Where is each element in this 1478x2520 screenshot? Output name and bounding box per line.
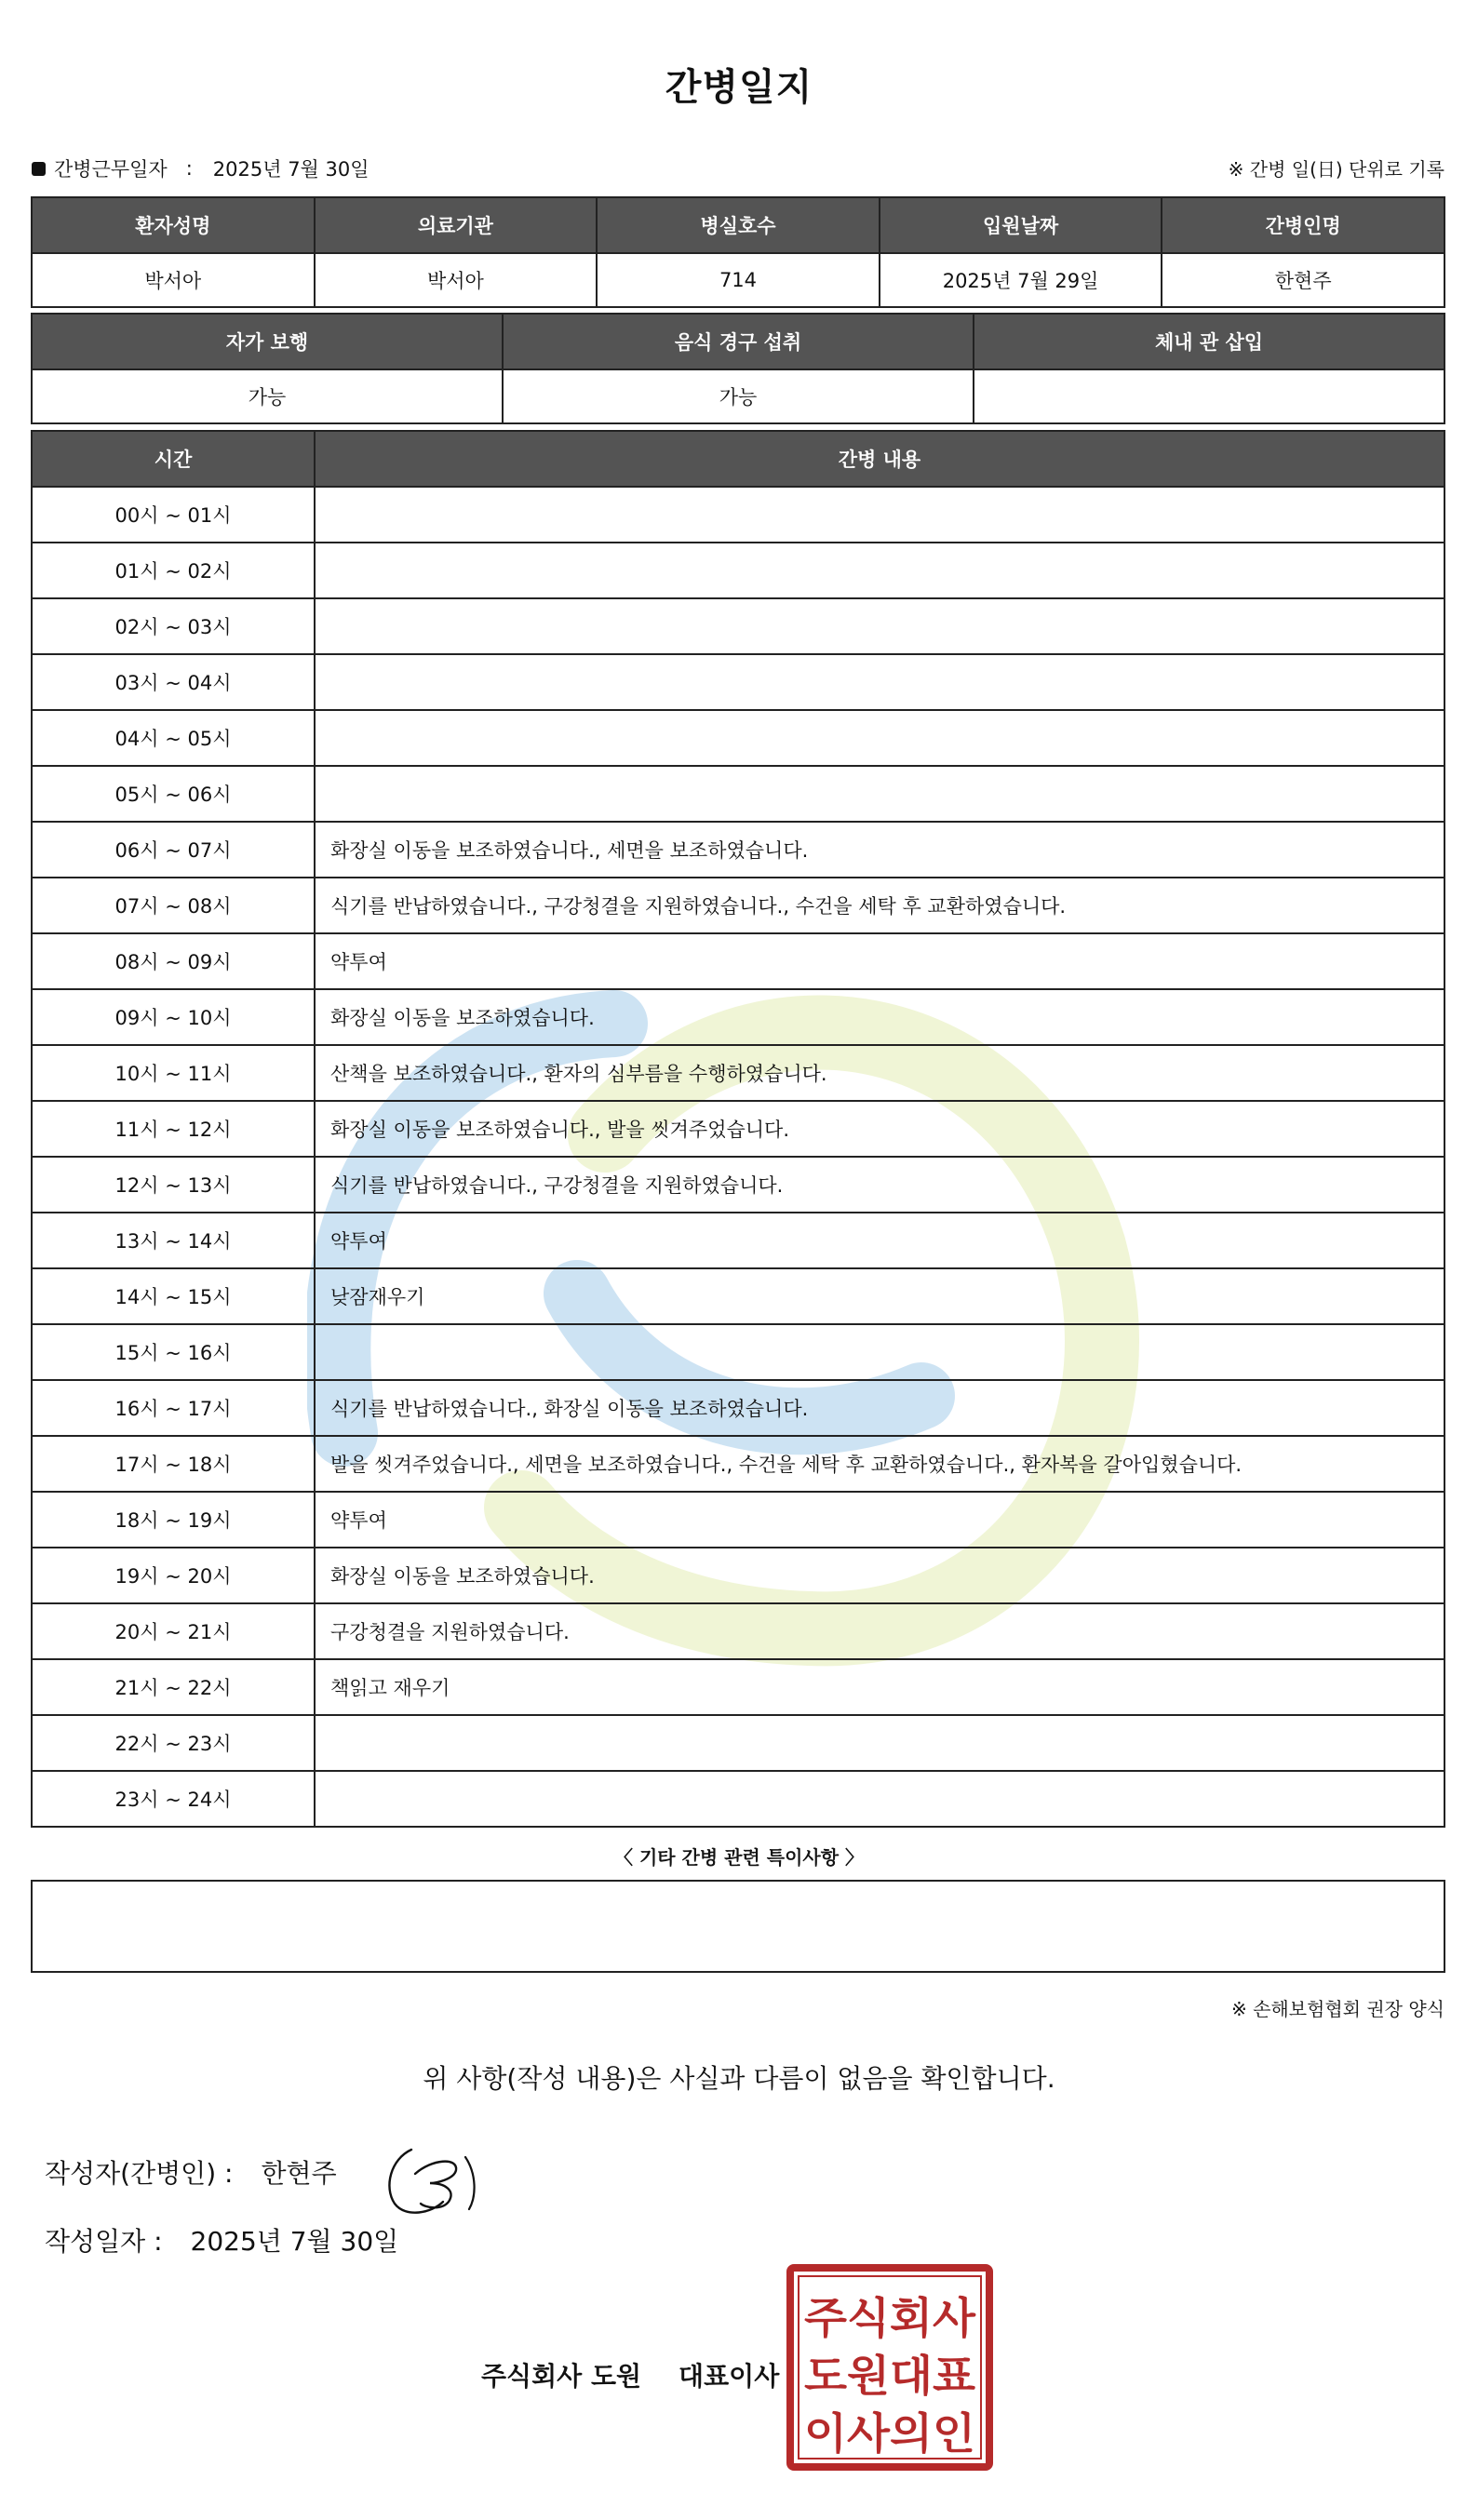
table-row (32, 1548, 1444, 1603)
oral-intake-value: 가능 (503, 369, 974, 423)
time-slot: 22시 ~ 23시 (32, 1715, 315, 1771)
header-patient-name: 환자성명 (32, 197, 315, 253)
table-row (32, 1101, 1444, 1157)
table-row (32, 1045, 1444, 1101)
table-row (32, 1157, 1444, 1213)
care-content (315, 654, 1444, 710)
special-notes-box (31, 1880, 1445, 1973)
care-content (315, 710, 1444, 766)
writer-name: 한현주 (261, 2158, 337, 2189)
table-header-row (32, 431, 1444, 487)
time-slot: 15시 ~ 16시 (32, 1324, 315, 1380)
table-row (32, 1436, 1444, 1492)
work-date-value: 2025년 7월 30일 (212, 158, 370, 181)
header-caregiver-name: 간병인명 (1162, 197, 1444, 253)
hospital: 박서아 (315, 253, 598, 307)
time-slot: 09시 ~ 10시 (32, 989, 315, 1045)
table-row (32, 1603, 1444, 1659)
header-tube-insertion: 체내 관 삽입 (974, 314, 1444, 369)
table-row (32, 543, 1444, 598)
care-content (315, 598, 1444, 654)
time-slot: 20시 ~ 21시 (32, 1603, 315, 1659)
time-slot: 16시 ~ 17시 (32, 1380, 315, 1436)
time-slot: 05시 ~ 06시 (32, 766, 315, 822)
company-name: 주식회사 도원 (481, 2361, 642, 2392)
admission-date: 2025년 7월 29일 (880, 253, 1162, 307)
time-slot: 00시 ~ 01시 (32, 487, 315, 543)
table-header-row (32, 314, 1444, 369)
header-oral-intake: 음식 경구 섭취 (503, 314, 974, 369)
patient-status-table (31, 313, 1445, 424)
work-date-line (32, 154, 370, 182)
time-slot: 03시 ~ 04시 (32, 654, 315, 710)
table-row (32, 654, 1444, 710)
care-content (315, 1324, 1444, 1380)
svg-text:도원대표: 도원대표 (804, 2351, 976, 2401)
table-header-row (32, 197, 1444, 253)
table-row (32, 766, 1444, 822)
time-slot: 02시 ~ 03시 (32, 598, 315, 654)
table-row (32, 822, 1444, 878)
care-content: 화장실 이동을 보조하였습니다. (315, 989, 1444, 1045)
time-slot: 18시 ~ 19시 (32, 1492, 315, 1548)
header-hospital: 의료기관 (315, 197, 598, 253)
table-row (32, 1771, 1444, 1827)
document-title: 간병일지 (665, 66, 813, 109)
care-log-table (31, 430, 1445, 1828)
care-content (315, 766, 1444, 822)
table-row (32, 933, 1444, 989)
header-care-content: 간병 내용 (315, 431, 1444, 487)
care-content: 식기를 반납하였습니다., 구강청결을 지원하였습니다., 수건을 세탁 후 교환하였습니다. (315, 878, 1444, 933)
representative-title: 대표이사 (679, 2361, 780, 2392)
care-content: 화장실 이동을 보조하였습니다. (315, 1548, 1444, 1603)
table-row (32, 1492, 1444, 1548)
record-unit-note: ※ 간병 일(日) 단위로 기록 (1228, 158, 1444, 181)
writer-line (45, 2153, 337, 2191)
care-content: 식기를 반납하였습니다., 화장실 이동을 보조하였습니다. (315, 1380, 1444, 1436)
care-content: 식기를 반납하였습니다., 구강청결을 지원하였습니다. (315, 1157, 1444, 1213)
time-slot: 14시 ~ 15시 (32, 1268, 315, 1324)
care-content: 화장실 이동을 보조하였습니다., 세면을 보조하였습니다. (315, 822, 1444, 878)
company-signature-line (481, 2356, 779, 2393)
table-row (32, 1659, 1444, 1715)
handwritten-signature (383, 2131, 486, 2224)
header-time: 시간 (32, 431, 315, 487)
care-content: 약투여 (315, 933, 1444, 989)
patient-info-table (31, 196, 1445, 308)
care-content (315, 543, 1444, 598)
header-admission-date: 입원날짜 (880, 197, 1162, 253)
work-date-colon: : (185, 157, 193, 180)
care-content: 낮잠재우기 (315, 1268, 1444, 1324)
writer-label: 작성자(간병인) : (45, 2158, 234, 2189)
self-walking-value: 가능 (32, 369, 503, 423)
time-slot: 07시 ~ 08시 (32, 878, 315, 933)
table-row (32, 989, 1444, 1045)
care-content: 구강청결을 지원하였습니다. (315, 1603, 1444, 1659)
time-slot: 17시 ~ 18시 (32, 1436, 315, 1492)
tube-insertion-value (974, 369, 1444, 423)
form-source-note: ※ 손해보험협회 권장 양식 (1230, 1998, 1444, 2020)
time-slot: 11시 ~ 12시 (32, 1101, 315, 1157)
time-slot: 12시 ~ 13시 (32, 1157, 315, 1213)
time-slot: 04시 ~ 05시 (32, 710, 315, 766)
table-row (32, 710, 1444, 766)
care-content: 약투여 (315, 1213, 1444, 1268)
time-slot: 06시 ~ 07시 (32, 822, 315, 878)
care-content: 약투여 (315, 1492, 1444, 1548)
svg-text:이사의인: 이사의인 (804, 2408, 975, 2459)
table-row (32, 253, 1444, 307)
work-date-label: 간병근무일자 (54, 158, 168, 181)
care-content (315, 1715, 1444, 1771)
care-content: 화장실 이동을 보조하였습니다., 발을 씻겨주었습니다. (315, 1101, 1444, 1157)
time-slot: 19시 ~ 20시 (32, 1548, 315, 1603)
care-content: 산책을 보조하였습니다., 환자의 심부름을 수행하였습니다. (315, 1045, 1444, 1101)
table-row (32, 369, 1444, 423)
room-number: 714 (597, 253, 880, 307)
caregiver-name: 한현주 (1162, 253, 1444, 307)
care-content (315, 1771, 1444, 1827)
write-date-value: 2025년 7월 30일 (190, 2226, 399, 2257)
svg-text:주식회사: 주식회사 (804, 2293, 976, 2343)
confirmation-statement: 위 사항(작성 내용)은 사실과 다름이 없음을 확인합니다. (423, 2063, 1055, 2094)
time-slot: 10시 ~ 11시 (32, 1045, 315, 1101)
table-row (32, 598, 1444, 654)
patient-name: 박서아 (32, 253, 315, 307)
write-date-label: 작성일자 : (45, 2226, 163, 2257)
table-row (32, 1715, 1444, 1771)
table-row (32, 1380, 1444, 1436)
header-room-number: 병실호수 (597, 197, 880, 253)
table-row (32, 1213, 1444, 1268)
care-content: 책읽고 재우기 (315, 1659, 1444, 1715)
write-date-line (45, 2221, 398, 2259)
time-slot: 08시 ~ 09시 (32, 933, 315, 989)
table-row (32, 487, 1444, 543)
table-row (32, 1268, 1444, 1324)
special-notes-label: 〈 기타 간병 관련 특이사항 〉 (613, 1846, 864, 1869)
company-seal-stamp (786, 2264, 993, 2471)
care-content (315, 487, 1444, 543)
header-self-walking: 자가 보행 (32, 314, 503, 369)
time-slot: 23시 ~ 24시 (32, 1771, 315, 1827)
table-row (32, 878, 1444, 933)
table-row (32, 1324, 1444, 1380)
time-slot: 21시 ~ 22시 (32, 1659, 315, 1715)
time-slot: 01시 ~ 02시 (32, 543, 315, 598)
care-content: 발을 씻겨주었습니다., 세면을 보조하였습니다., 수건을 세탁 후 교환하였습니다., 환자복을 갈아입혔습니다. (315, 1436, 1444, 1492)
time-slot: 13시 ~ 14시 (32, 1213, 315, 1268)
bullet-square-icon (32, 162, 46, 176)
